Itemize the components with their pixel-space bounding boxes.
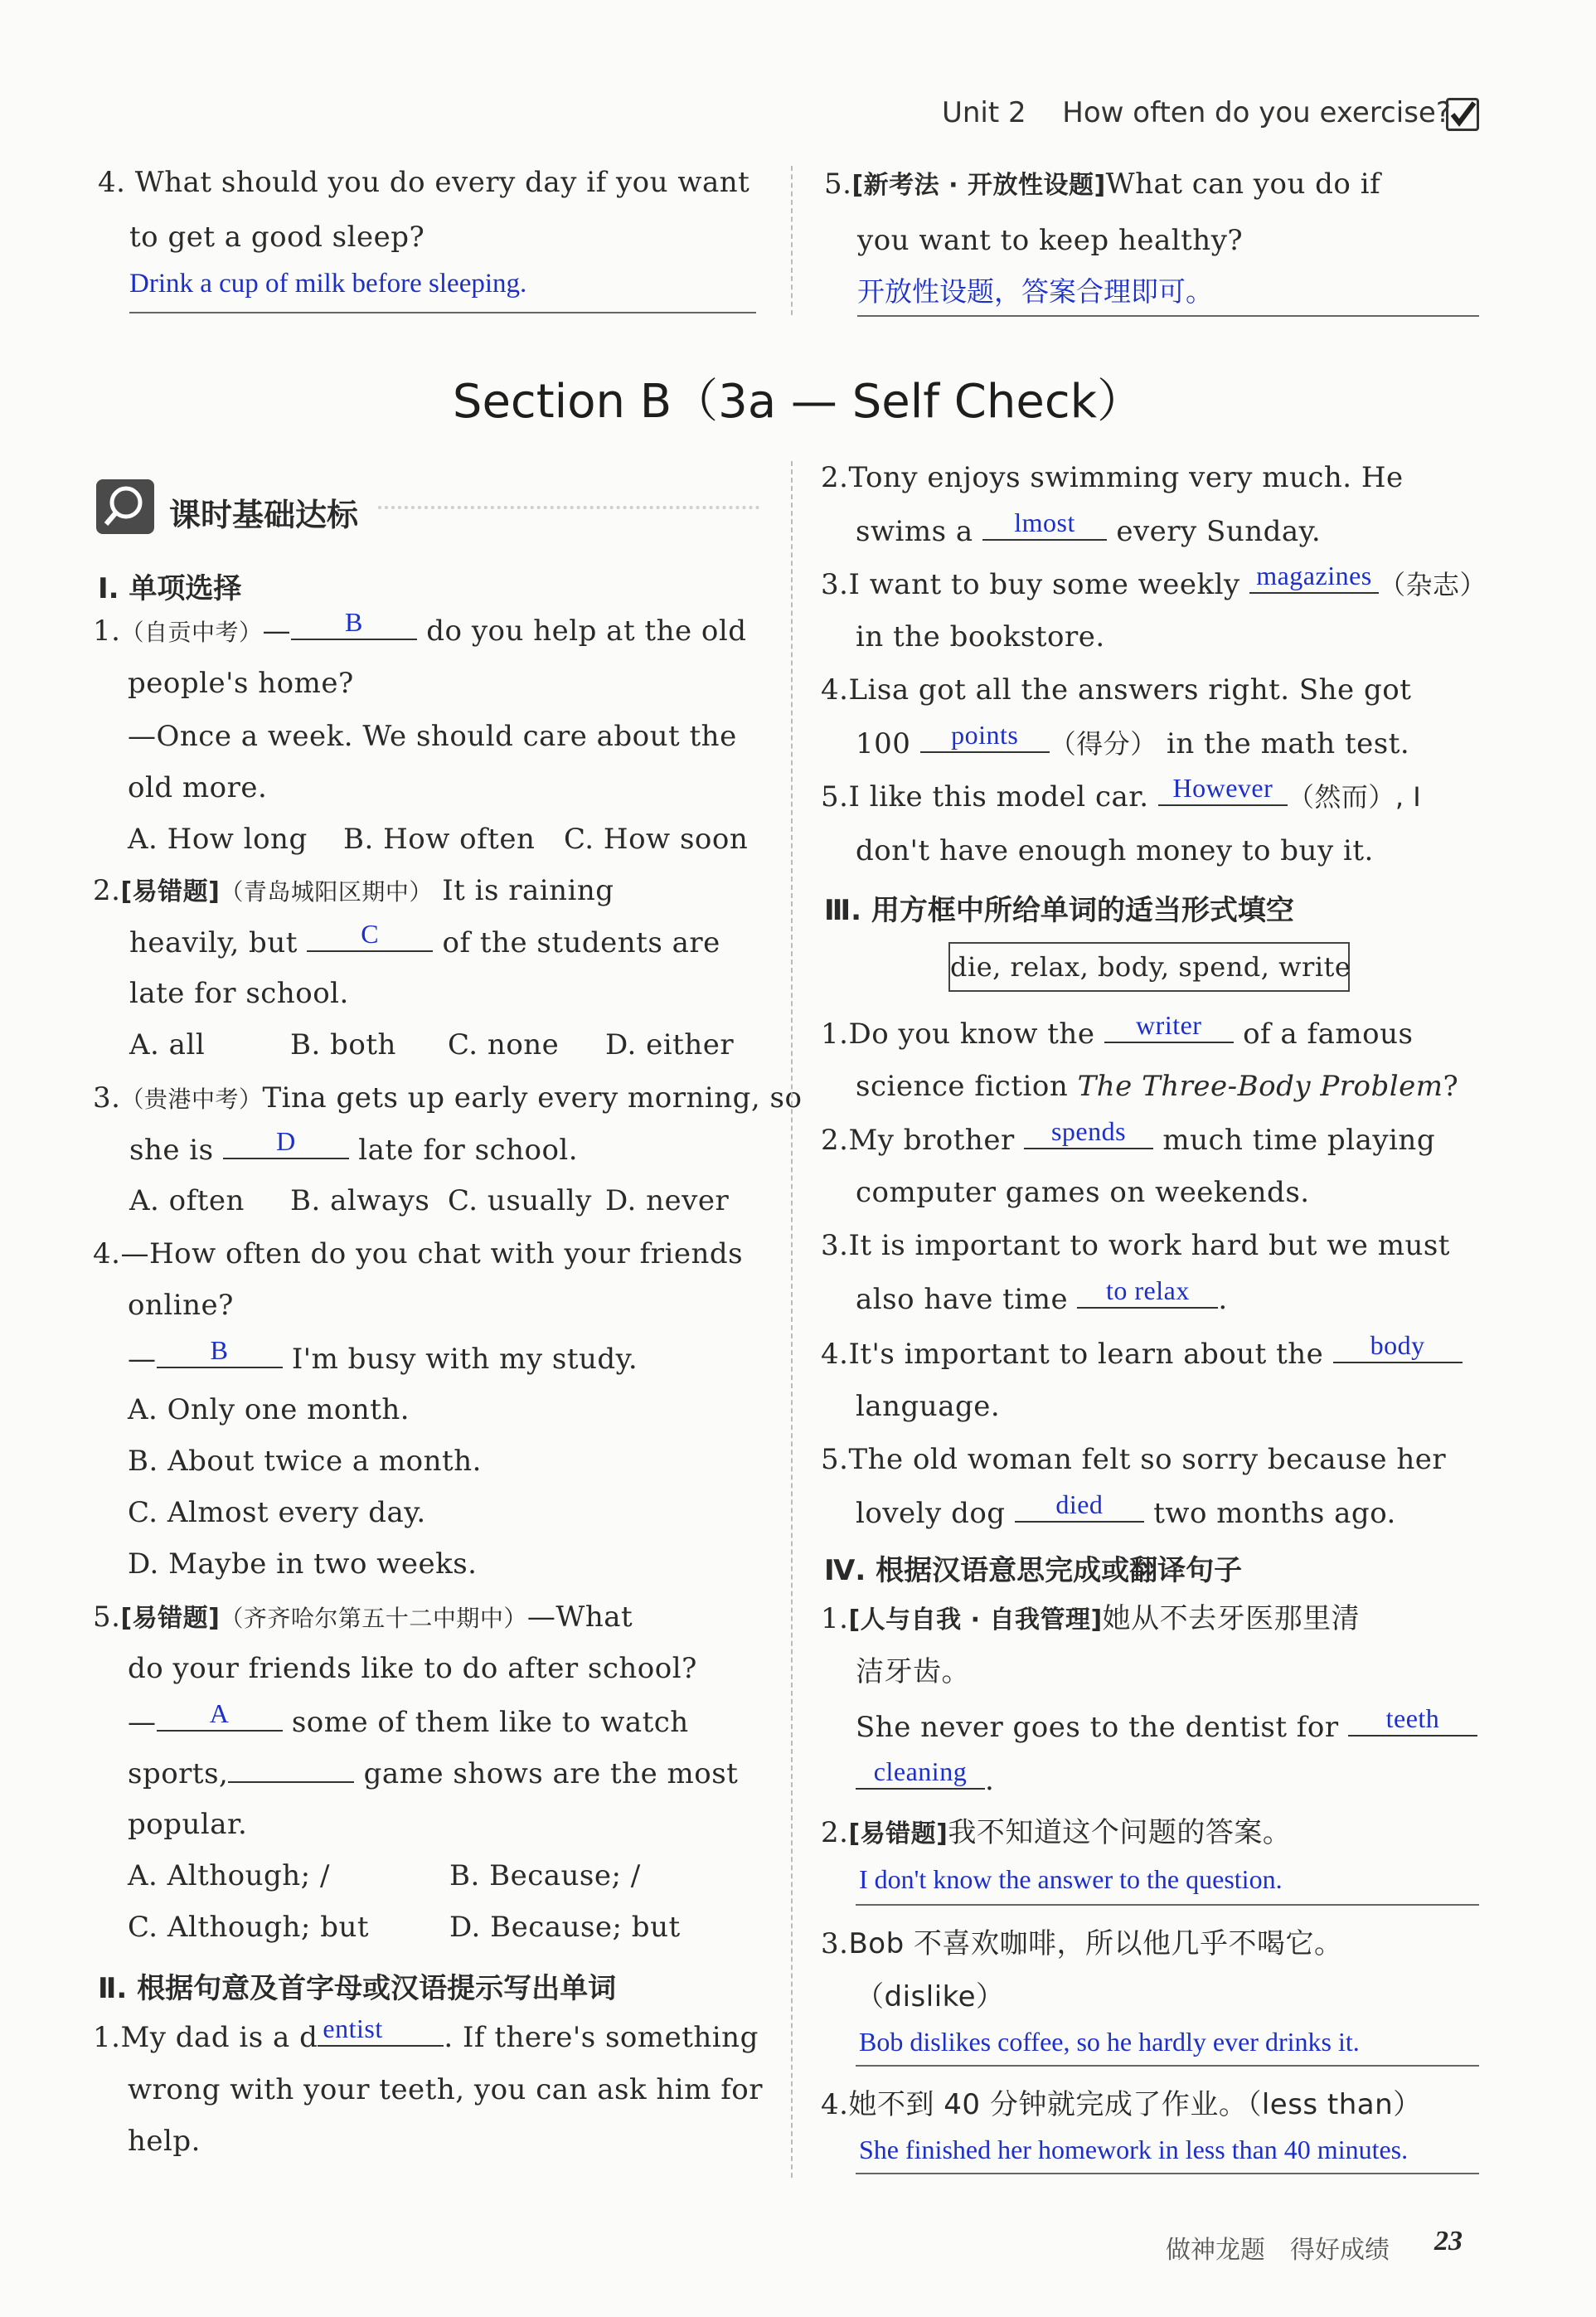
banner-label: 课时基础达标 xyxy=(169,497,359,533)
footer-slogan: 做神龙题 得好成绩 xyxy=(1166,2236,1390,2265)
check-icon xyxy=(1446,98,1479,131)
part3-title: Ⅲ. 用方框中所给单词的适当形式填空 xyxy=(824,894,1294,927)
translate-q1-line3: She never goes to the dentist for teeth xyxy=(856,1710,1477,1744)
unit-title: How often do you exercise? xyxy=(1062,96,1451,129)
q5-line5: popular. xyxy=(128,1808,248,1841)
top-question-5-answer: 开放性设题，答案合理即可。 xyxy=(857,275,1213,308)
translate-question-3: 3.Bob 不喜欢咖啡，所以他几乎不喝它。 xyxy=(821,1927,1343,1960)
form-question-5: 5.The old woman felt so sorry because her xyxy=(821,1443,1447,1476)
choice-question-5: 5.[易错题]（齐齐哈尔第五十二中期中）—What xyxy=(93,1601,633,1634)
part1-title: Ⅰ. 单项选择 xyxy=(98,572,242,605)
form-q5-line2: lovely dog died two months ago. xyxy=(856,1489,1396,1530)
form-q1-line2: science fiction The Three-Body Problem? xyxy=(856,1070,1459,1103)
q3-option-b: B. always xyxy=(290,1184,430,1217)
translate-question-2: 2.[易错题]我不知道这个问题的答案。 xyxy=(821,1816,1292,1849)
translate-q1-line2: 洁牙齿。 xyxy=(856,1655,970,1688)
q5-line3: — A some of them like to watch xyxy=(128,1698,689,1739)
choice-question-3: 3.（贵港中考）Tina gets up early every morning, so xyxy=(93,1081,803,1115)
q1-option-a: A. How long xyxy=(128,823,308,856)
form-question-1: 1.Do you know the writer of a famous xyxy=(821,1010,1414,1051)
answer-blank: However xyxy=(1158,780,1288,806)
answer-line xyxy=(857,315,1479,317)
q2-line2: heavily, but C of the students are xyxy=(129,919,720,959)
q2-option-a: A. all xyxy=(129,1028,206,1061)
fill-q1-line3: help. xyxy=(128,2125,201,2158)
q1-line3: —Once a week. We should care about the xyxy=(128,720,737,753)
answer-blank: C xyxy=(307,925,433,952)
q1-option-c: C. How soon xyxy=(564,823,749,856)
fill-q1-line2: wrong with your teeth, you can ask him for xyxy=(128,2073,764,2106)
q2-line3: late for school. xyxy=(129,977,349,1010)
fill-question-2: 2.Tony enjoys swimming very much. He xyxy=(821,461,1404,494)
q1-line4: old more. xyxy=(128,771,268,804)
answer-blank: A xyxy=(157,1705,283,1732)
fill-question-1: 1.My dad is a d entist . If there's something xyxy=(93,2013,759,2054)
q5-option-c: C. Although; but xyxy=(128,1911,370,1944)
fill-q4-line2: 100 points （得分） in the math test. xyxy=(856,720,1410,760)
part2-title: Ⅱ. 根据句意及首字母或汉语提示写出单词 xyxy=(98,1972,617,2005)
q4-option-d: D. Maybe in two weeks. xyxy=(128,1547,478,1581)
form-question-4: 4.It's important to learn about the body xyxy=(821,1337,1463,1371)
answer-blank: body xyxy=(1333,1337,1463,1363)
top-question-4: 4. What should you do every day if you want xyxy=(98,166,750,199)
translate-q2-answer: I don't know the answer to the question. xyxy=(859,1864,1283,1894)
q5-line4: sports, game shows are the most xyxy=(128,1757,739,1790)
answer-blank: B xyxy=(291,614,417,640)
answer-line xyxy=(856,1904,1479,1906)
form-q4-line2: language. xyxy=(856,1390,1001,1423)
top-question-4-line2: to get a good sleep? xyxy=(129,221,425,254)
translate-q3-answer: Bob dislikes coffee, so he hardly ever drinks it. xyxy=(859,2027,1360,2057)
q3-option-c: C. usually xyxy=(448,1184,592,1217)
q3-option-d: D. never xyxy=(605,1184,730,1217)
q1-line2: people's home? xyxy=(128,667,354,700)
column-divider xyxy=(791,166,793,315)
q5-option-d: D. Because; but xyxy=(449,1911,681,1944)
answer-blank: spends xyxy=(1024,1123,1153,1149)
answer-blank: to relax xyxy=(1077,1282,1218,1309)
answer-blank: points xyxy=(920,726,1050,753)
answer-blank: writer xyxy=(1104,1017,1234,1043)
q3-line2: she is D late for school. xyxy=(129,1126,579,1167)
choice-question-4: 4.—How often do you chat with your friends xyxy=(93,1237,744,1270)
banner xyxy=(96,479,759,534)
top-question-5: 5.[新考法 · 开放性设题]What can you do if xyxy=(824,168,1381,201)
q4-option-b: B. About twice a month. xyxy=(128,1445,482,1478)
answer-blank: cleaning xyxy=(856,1763,985,1790)
answer-line xyxy=(856,2065,1479,2067)
q3-option-a: A. often xyxy=(129,1184,245,1217)
form-question-3: 3.It is important to work hard but we must xyxy=(821,1229,1450,1262)
top-question-4-answer: Drink a cup of milk before sleeping. xyxy=(129,269,527,299)
answer-blank: D xyxy=(223,1133,349,1159)
q1-option-b: B. How often xyxy=(343,823,536,856)
answer-blank: died xyxy=(1015,1496,1144,1523)
choice-question-2: 2.[易错题]（青岛城阳区期中） It is raining xyxy=(93,874,614,907)
form-q3-line2: also have time to relax . xyxy=(856,1275,1228,1316)
q5-line2: do your friends like to do after school? xyxy=(128,1652,697,1685)
form-q2-line2: computer games on weekends. xyxy=(856,1176,1310,1209)
word-box: die, relax, body, spend, write xyxy=(948,942,1350,992)
translate-q3-line2: （dislike） xyxy=(856,1980,1005,2013)
banner-dots xyxy=(378,506,759,509)
q2-option-d: D. either xyxy=(605,1028,735,1061)
magnifier-icon xyxy=(96,479,154,534)
translate-question-1: 1.[人与自我 · 自我管理]她从不去牙医那里清 xyxy=(821,1602,1361,1635)
answer-blank: magazines xyxy=(1249,567,1379,594)
part4-title: Ⅳ. 根据汉语意思完成或翻译句子 xyxy=(824,1554,1243,1587)
fill-q5-line2: don't have enough money to buy it. xyxy=(856,834,1374,867)
tag-label: [新考法 · 开放性设题] xyxy=(851,171,1106,200)
q5-option-b: B. Because; / xyxy=(449,1859,641,1892)
fill-question-4: 4.Lisa got all the answers right. She got xyxy=(821,673,1412,707)
q2-option-c: C. none xyxy=(448,1028,560,1061)
answer-blank: teeth xyxy=(1348,1710,1477,1737)
answer-blank: lmost xyxy=(982,514,1107,541)
fill-question-5: 5.I like this model car. However （然而）, I xyxy=(821,773,1422,814)
section-title: Section B（3a — Self Check） xyxy=(452,375,1144,429)
q4-line3: — B I'm busy with my study. xyxy=(128,1335,638,1376)
choice-question-1: 1.（自贡中考）— B do you help at the old xyxy=(93,607,747,648)
q4-option-a: A. Only one month. xyxy=(128,1393,410,1426)
q4-option-c: C. Almost every day. xyxy=(128,1496,426,1529)
page-number: 23 xyxy=(1434,2226,1463,2256)
answer-blank: B xyxy=(157,1342,283,1368)
top-question-5-line2: you want to keep healthy? xyxy=(857,224,1244,257)
translate-q4-answer: She finished her homework in less than 40 minutes. xyxy=(859,2135,1409,2164)
column-divider xyxy=(791,461,793,2178)
running-header xyxy=(942,96,1451,129)
q5-option-a: A. Although; / xyxy=(128,1859,330,1892)
translate-q1-line4: cleaning . xyxy=(856,1763,994,1797)
answer-blank xyxy=(228,1756,354,1783)
answer-line xyxy=(856,2173,1479,2174)
answer-blank: entist xyxy=(318,2020,444,2047)
form-question-2: 2.My brother spends much time playing xyxy=(821,1116,1436,1157)
answer-line xyxy=(129,312,756,313)
fill-q3-line2: in the bookstore. xyxy=(856,620,1105,653)
translate-question-4: 4.她不到 40 分钟就完成了作业。（less than） xyxy=(821,2088,1422,2121)
q2-option-b: B. both xyxy=(290,1028,396,1061)
unit-label: Unit 2 xyxy=(942,96,1026,129)
q4-line2: online? xyxy=(128,1289,234,1322)
fill-question-3: 3.I want to buy some weekly magazines （杂志） xyxy=(821,561,1487,601)
fill-q2-line2: swims a lmost every Sunday. xyxy=(856,508,1322,548)
